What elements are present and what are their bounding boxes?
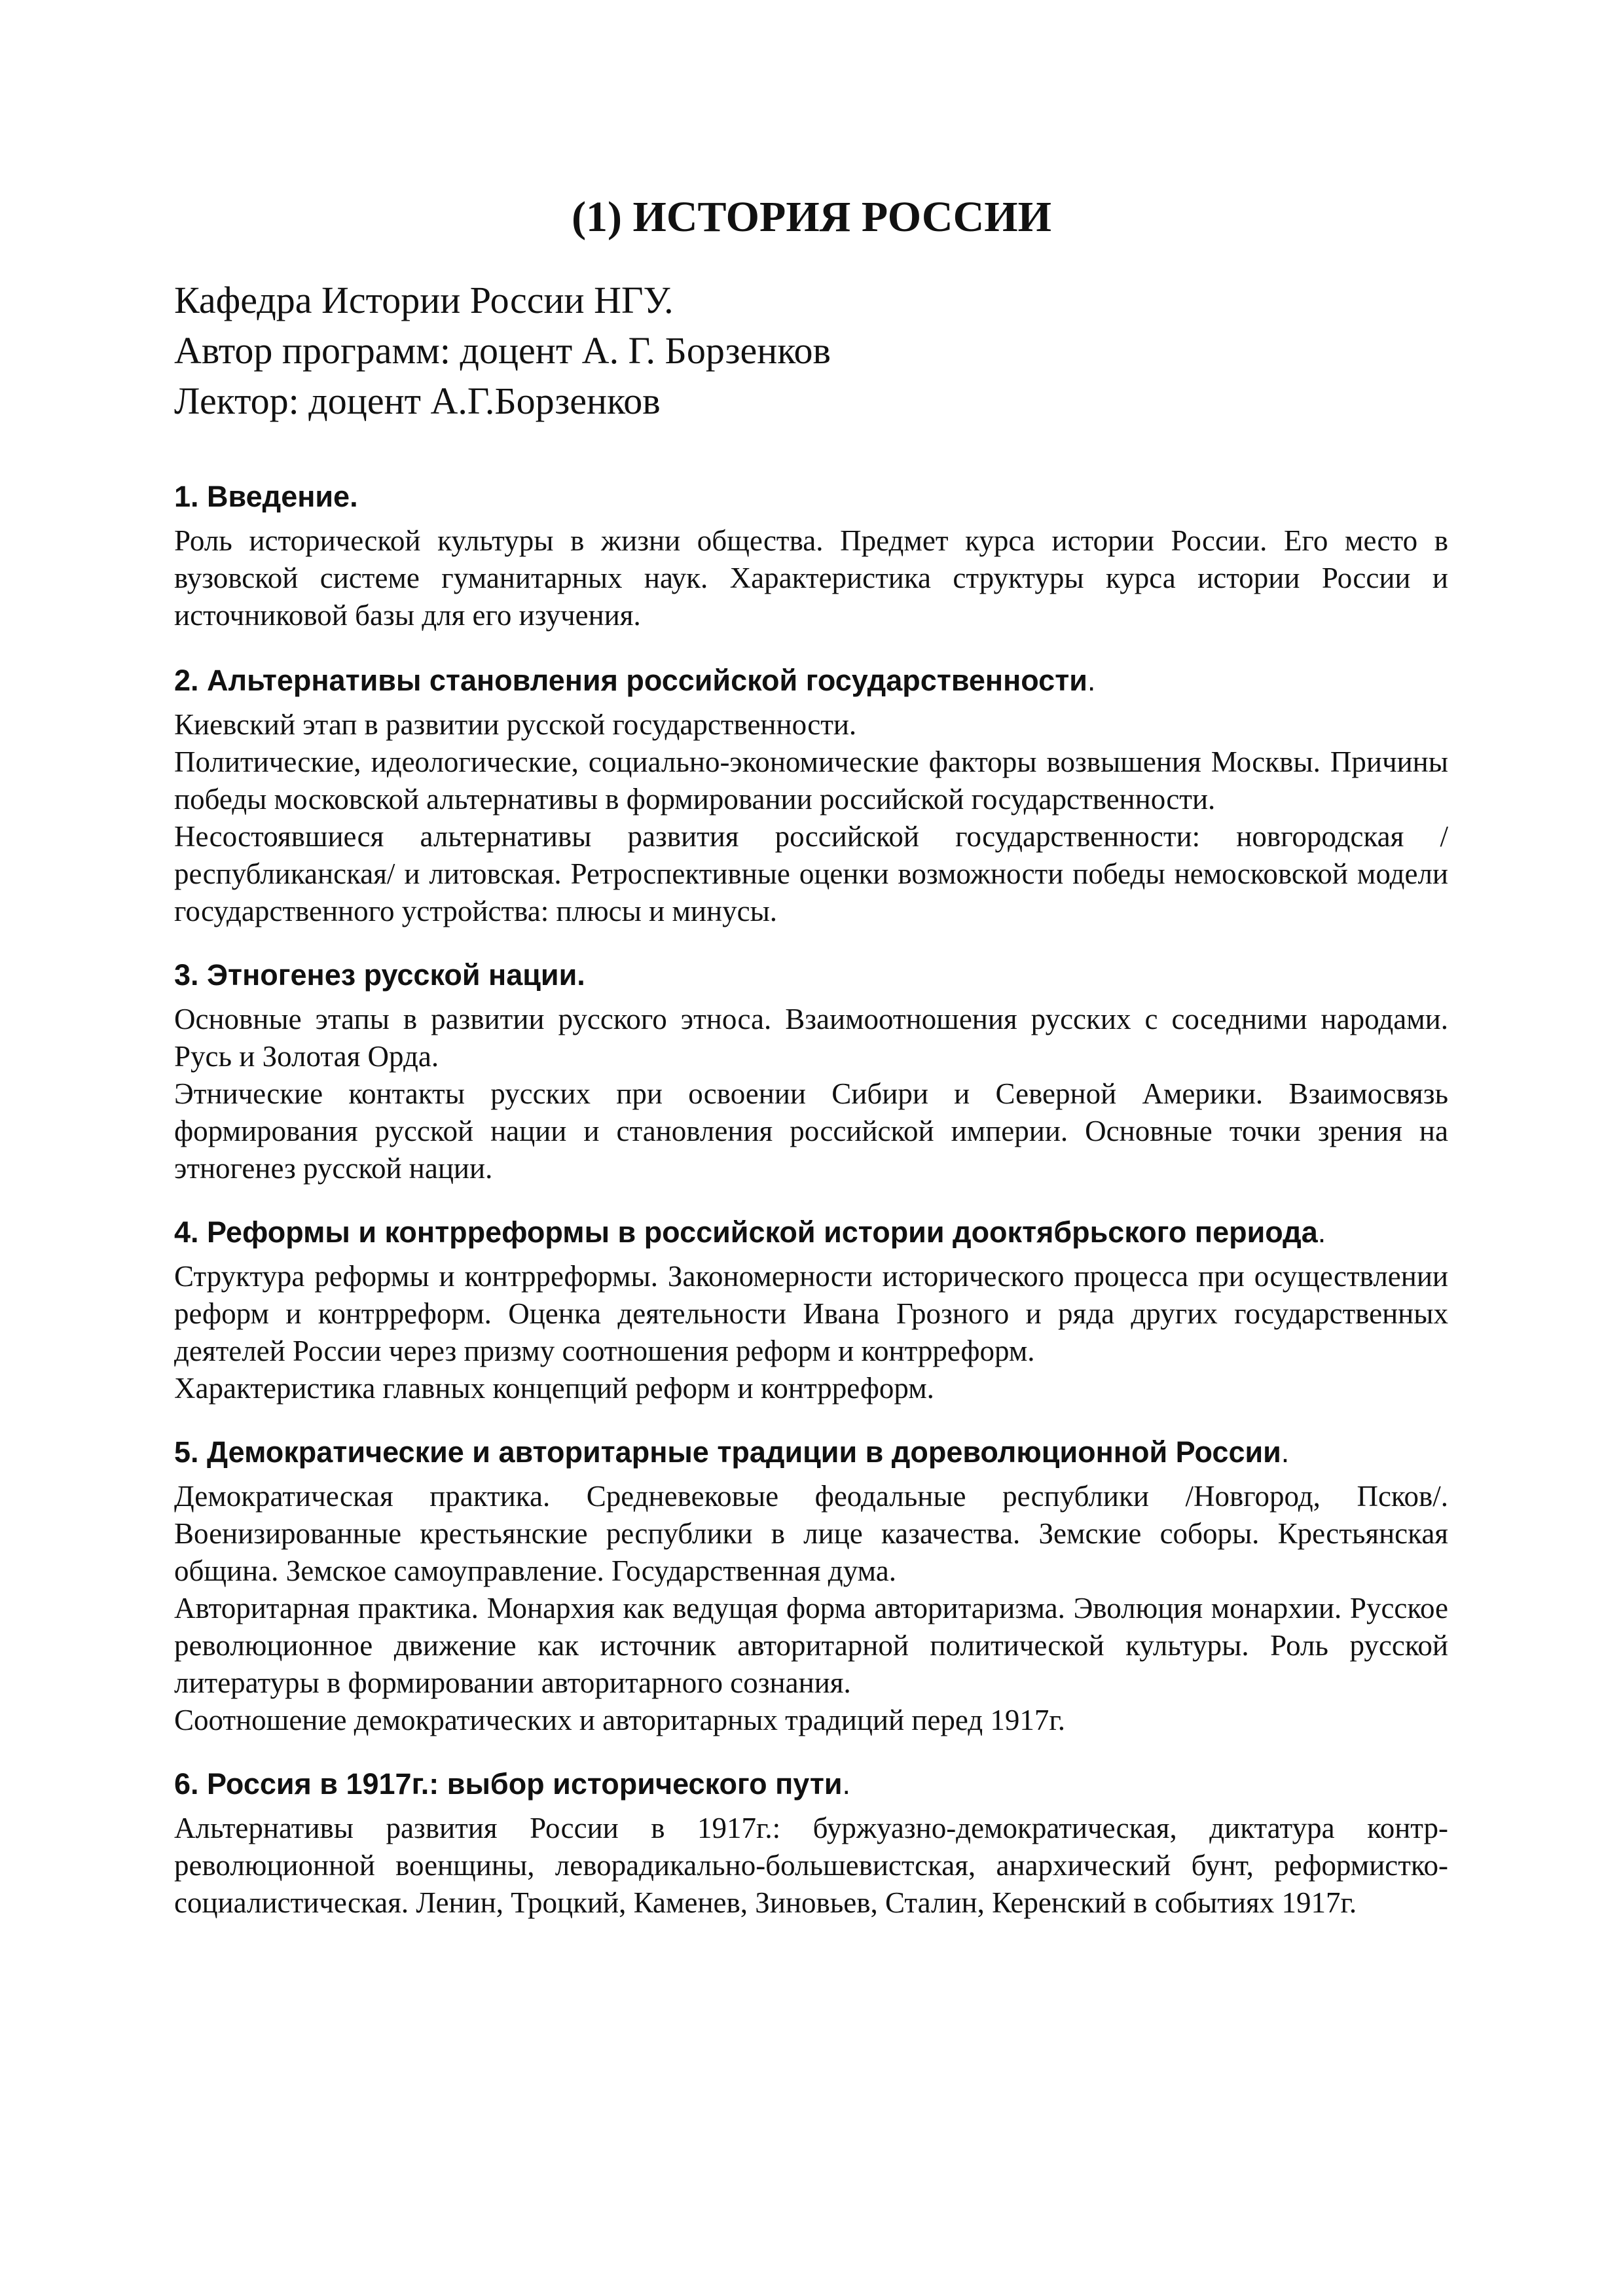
section-democratic-traditions — [174, 1433, 1448, 1739]
syllabus-body — [174, 478, 1448, 1948]
page-title: (1) ИСТОРИЯ РОССИИ — [572, 193, 1051, 241]
section-paragraph: Роль исторической культуры в жизни общества. Предмет курса истории России. Его место в вузовской системе гуманитарных наук. Характеристика структуры курса истории России и источниковой базы для его изучения. — [174, 524, 1448, 632]
section-paragraph: Альтернативы развития России в 1917г.: буржуазно-демократическая, диктатура контрреволюционной военщины, леворадикально-большевистская, анархический бунт, реформистко-социалистическая. Ленин, Троцкий, Каменев, Зиновьев, Сталин, Керенский в событиях 1917г. — [174, 1812, 1448, 1919]
section-reforms — [174, 1213, 1448, 1407]
section-paragraph: Авторитарная практика. Монархия как ведущая форма авторитаризма. Эволюция монархии. Русское революционное движение как источник авторитарной политической культуры. Роль русской литературы в формировании авторитарного сознания. — [174, 1592, 1448, 1699]
section-paragraph: Соотношение демократических и авторитарных традиций перед 1917г. — [174, 1704, 1066, 1736]
section-paragraph: Киевский этап в развитии русской государственности. — [174, 708, 857, 741]
section-paragraph: Несостоявшиеся альтернативы развития российской государственности: новгородская /республиканская/ и литовская. Ретроспективные оценки возможности победы немосковской модели государственного устройства: плюсы и минусы. — [174, 820, 1448, 927]
department-line: Кафедра Истории России НГУ. — [174, 279, 674, 321]
course-info — [174, 275, 831, 426]
lecturer-line: Лектор: доцент А.Г.Борзенков — [174, 380, 661, 422]
section-paragraph: Основные этапы в развитии русского этноса. Взаимоотношения русских с соседними народами. Русь и Золотая Орда. — [174, 1003, 1448, 1073]
program-author-line: Автор программ: доцент А. Г. Борзенков — [174, 329, 831, 372]
section-paragraph: Характеристика главных концепций реформ и контрреформ. — [174, 1372, 934, 1405]
section-paragraph: Этнические контакты русских при освоении Сибири и Северной Америки. Взаимосвязь формирования русской нации и становления российской империи. Основные точки зрения на этногенез русской нации. — [174, 1077, 1448, 1185]
section-heading: 2. Альтернативы становления российской государственности. — [174, 664, 1096, 697]
section-ethnogenesis — [174, 956, 1448, 1187]
section-heading: 1. Введение. — [174, 480, 358, 513]
section-heading: 4. Реформы и контрреформы в российской истории дооктябрьского периода. — [174, 1215, 1326, 1249]
section-heading: 5. Демократические и авторитарные традиции в дореволюционной России. — [174, 1435, 1290, 1469]
section-russia-1917 — [174, 1765, 1448, 1922]
section-statehood-alternatives — [174, 662, 1448, 930]
section-paragraph: Демократическая практика. Средневековые феодальные республики /Новгород, Псков/. Военизированные крестьянские республики в лице казачества. Земские соборы. Крестьянская община. Земское самоуправление. Государственная дума. — [174, 1480, 1448, 1587]
section-introduction — [174, 478, 1448, 634]
section-heading: 6. Россия в 1917г.: выбор исторического пути. — [174, 1767, 851, 1801]
section-paragraph: Политические, идеологические, социально-экономические факторы возвышения Москвы. Причины победы московской альтернативы в формировании российской государственности. — [174, 745, 1448, 816]
section-paragraph: Структура реформы и контрреформы. Закономерности исторического процесса при осуществлении реформ и контрреформ. Оценка деятельности Ивана Грозного и ряда других государственных деятелей России через призму соотношения реформ и контрреформ. — [174, 1260, 1448, 1367]
section-heading: 3. Этногенез русской нации. — [174, 958, 585, 992]
